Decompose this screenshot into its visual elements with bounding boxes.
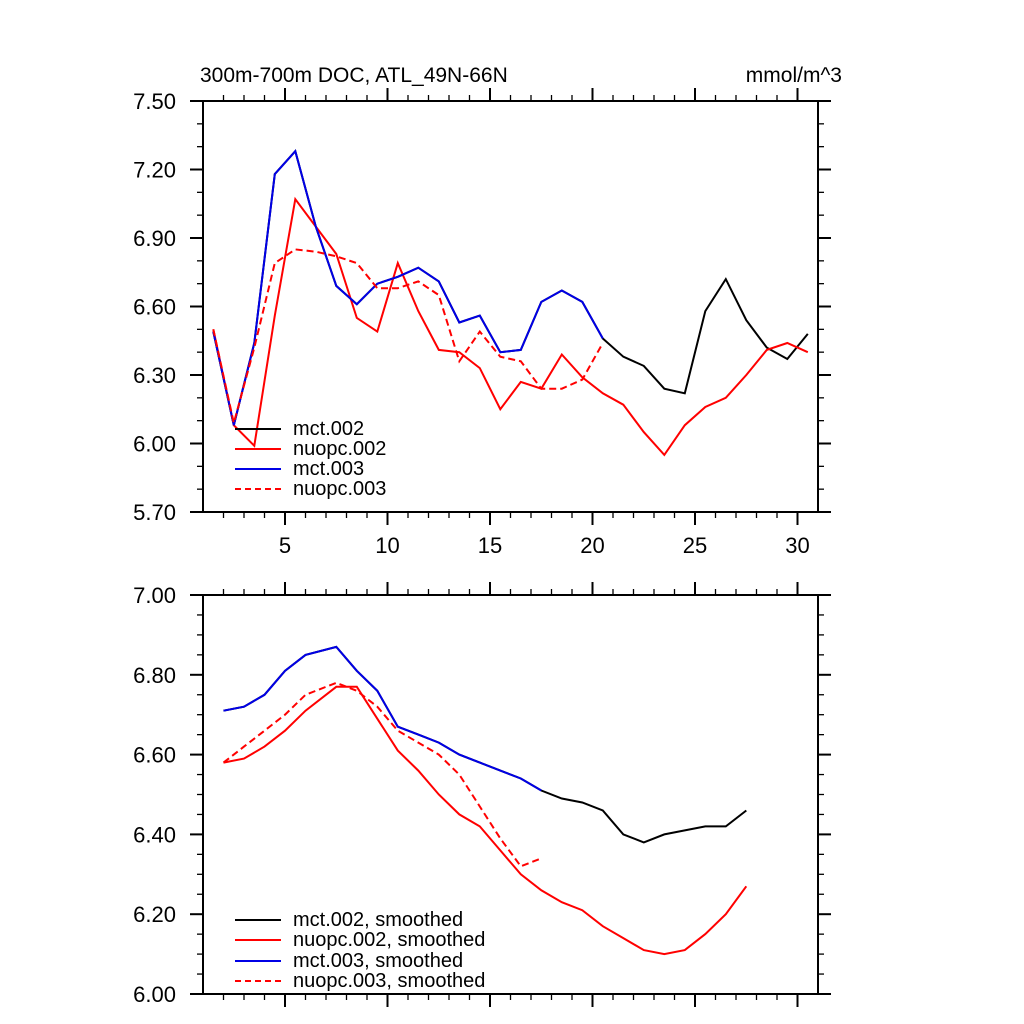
units-label: mmol/m^3 <box>745 64 842 87</box>
y-tick-label: 7.20 <box>133 157 176 183</box>
legend-key-line <box>235 919 281 921</box>
y-tick-label: 7.00 <box>133 583 176 608</box>
y-tick-label: 6.90 <box>133 226 176 251</box>
y-tick-label: 6.30 <box>133 363 176 388</box>
legend-label: nuopc.002 <box>293 438 387 460</box>
x-tick-label: 15 <box>477 533 503 558</box>
legend-item <box>235 419 364 439</box>
y-tick-label: 6.00 <box>133 431 176 457</box>
legend-item <box>235 951 463 971</box>
legend-label: mct.003 <box>293 458 365 480</box>
legend-item <box>235 439 386 459</box>
x-tick-label: 20 <box>580 533 605 558</box>
y-tick-label: 7.50 <box>133 89 176 114</box>
legend-key-line <box>235 939 281 941</box>
legend-key-line <box>235 980 281 982</box>
page-title: 300m-700m DOC, ATL_49N-66N <box>200 64 508 87</box>
legend-item <box>235 910 463 930</box>
legend-key-line <box>235 488 281 490</box>
series-line-mct-003-smoothed <box>224 647 542 791</box>
y-tick-label: 6.40 <box>133 822 176 848</box>
y-tick-label: 6.60 <box>133 742 176 768</box>
legend-item <box>235 479 386 499</box>
legend-item <box>235 971 485 991</box>
legend-key-line <box>235 960 281 962</box>
legend-item <box>235 930 485 950</box>
x-tick-label: 5 <box>278 533 292 558</box>
x-tick-label: 25 <box>682 533 708 558</box>
legend-label: mct.002, smoothed <box>293 909 464 931</box>
series-line-nuopc-002 <box>213 199 808 455</box>
legend-label: nuopc.003 <box>293 478 387 500</box>
legend-label: nuopc.003, smoothed <box>293 970 486 992</box>
y-tick-label: 5.70 <box>133 500 176 525</box>
legend-key-line <box>235 428 281 430</box>
legend-label: nuopc.002, smoothed <box>293 929 486 951</box>
x-tick-label: 30 <box>785 533 810 558</box>
legend-label: mct.003, smoothed <box>293 950 464 972</box>
y-tick-label: 6.60 <box>133 294 176 320</box>
y-tick-label: 6.80 <box>133 662 176 688</box>
y-tick-label: 6.20 <box>133 902 176 928</box>
series-line-mct-002 <box>213 151 808 425</box>
legend-item <box>235 459 364 479</box>
legend-label: mct.002 <box>293 418 365 440</box>
series-line-nuopc-003-smoothed <box>224 683 542 867</box>
legend-key-line <box>235 448 281 450</box>
x-tick-label: 10 <box>375 533 400 558</box>
y-tick-label: 6.00 <box>133 982 176 1007</box>
legend-key-line <box>235 468 281 470</box>
